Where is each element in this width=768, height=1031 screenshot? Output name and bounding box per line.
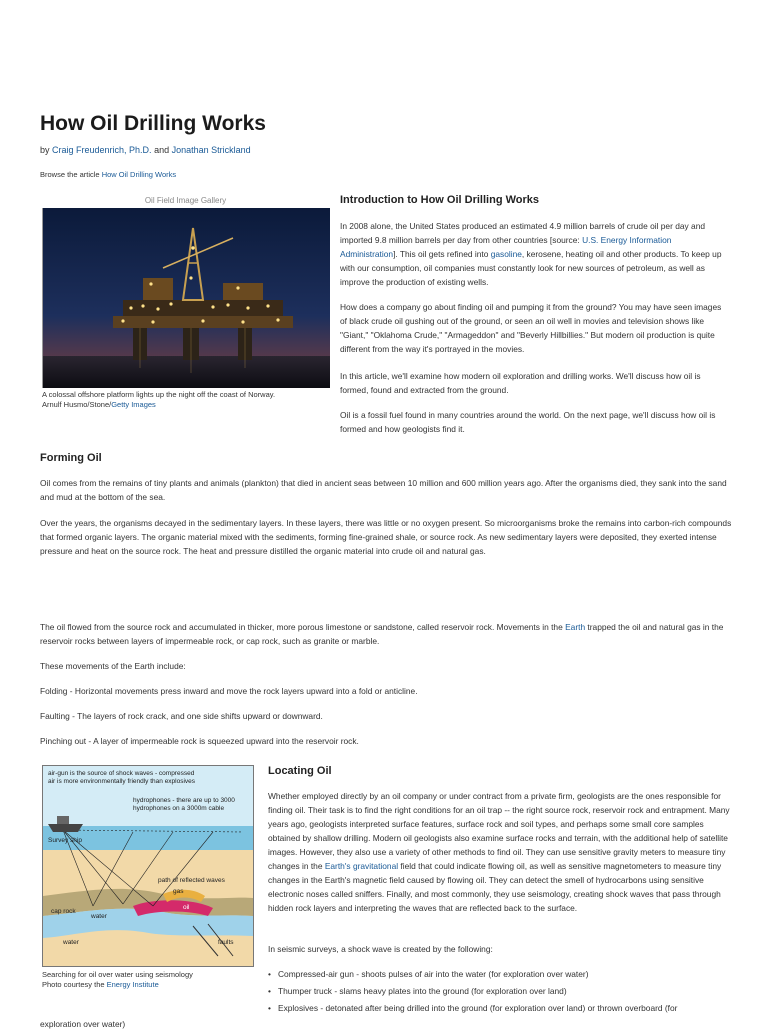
gas-label: gas	[173, 888, 184, 895]
diagram-caption	[42, 970, 262, 990]
gallery-label[interactable]: Oil Field Image Gallery	[144, 196, 227, 205]
author-link-2[interactable]: Jonathan Strickland	[171, 145, 251, 155]
diagram-credit	[42, 980, 262, 990]
list-item: • Compressed-air gun - shoots pulses of air into the water (for exploration over water)	[268, 966, 732, 983]
seismic-survey-illustration	[43, 766, 253, 966]
forming-p3-a: The oil flowed from the source rock and accumulated in thicker, more porous limestone or sandstone, called reservoir rock. Movements in the	[40, 622, 566, 632]
locating-oil-heading: Locating Oil	[268, 765, 332, 777]
hydrophone-label-2: hydrophones on a 3000m cable	[133, 805, 225, 812]
byline	[40, 145, 251, 155]
survey-ship-label: Survey ship	[48, 837, 82, 844]
list-continuation: exploration over water)	[40, 1019, 126, 1029]
article-title: How Oil Drilling Works	[40, 112, 266, 135]
intro-paragraph-1	[340, 219, 730, 289]
eia-link[interactable]: U.S. Energy Information Administration	[340, 235, 672, 259]
pinching-out-text: Pinching out - A layer of impermeable rock is squeezed upward into the reservoir rock.	[40, 736, 359, 746]
getty-images-link[interactable]: Getty Images	[111, 400, 156, 409]
locating-p1-a: Whether employed directly by an oil company or under contract from a private firm, geologists are the ones responsible for finding oil. Their task is to find the right conditions for an oil trap -- the right source rock, reservoir rock and entrapment. Many years ago, geologists interpreted surface features, surface rock and soil types, and perhaps some small core samples obtained by shallow drilling. Modern oil geologists also examine surface rocks and terrain, with the additional help of satellite images. However, they also use a variety of other methods to find oil. They can use sensitive gravity meters to measure tiny changes in the	[268, 791, 730, 871]
faulting-text: Faulting - The layers of rock crack, and one side shifts upward or downward.	[40, 711, 323, 721]
browse-prefix: Browse the article	[40, 170, 102, 179]
intro-paragraph-4: Oil is a fossil fuel found in many countries around the world. On the next page, we'll discuss how oil is formed and how geologists find it.	[340, 410, 716, 434]
forming-paragraph-4: These movements of the Earth include:	[40, 661, 186, 671]
locating-paragraph-2: In seismic surveys, a shock wave is created by the following:	[268, 944, 493, 954]
byline-by: by	[40, 145, 53, 155]
browse-article-link[interactable]: How Oil Drilling Works	[101, 170, 177, 179]
airgun-label-2: air is more environmentally friendly than explosives	[48, 778, 196, 785]
intro-paragraph-3: In this article, we'll examine how modern oil exploration and drilling works. We'll discuss how oil is formed, found and extracted from the ground.	[340, 371, 701, 395]
intro-p1-a: In 2008 alone, the United States produced an estimated 4.9 million barrels of crude oil per day and imported 9.8 million barrels per day from other countries [source:	[340, 221, 706, 245]
forming-p3-b: trapped the oil and natural gas in the reservoir rocks between layers of impermeable rock, or cap rock, such as granite or marble.	[40, 622, 724, 646]
photo-caption-text: A colossal offshore platform lights up the night off the coast of Norway.	[42, 390, 276, 399]
list-item: • Thumper truck - slams heavy plates into the ground (for exploration over land)	[268, 983, 732, 1000]
photo-caption	[42, 390, 332, 410]
folding-text: Folding - Horizontal movements press inward and move the rock layers upward into a fold or anticline.	[40, 686, 418, 696]
cap-rock-label: cap rock	[51, 908, 76, 915]
offshore-platform-photo[interactable]	[42, 208, 330, 388]
diagram-credit-prefix: Photo courtesy the	[42, 980, 107, 989]
water-label-2: water	[63, 939, 79, 946]
intro-p1-b: ]. This oil gets refined into	[393, 249, 491, 259]
photo-credit	[42, 400, 332, 410]
hydrophone-label-1: hydrophones - there are up to 3000	[133, 797, 235, 804]
energy-institute-link[interactable]: Energy Institute	[106, 980, 159, 989]
offshore-platform-image	[43, 208, 330, 388]
locating-p1-b: field that could indicate flowing oil, as well as sensitive magnetometers to measure tiny changes in the Earth's magnetic field caused by flowing oil. They can detect the smell of hydrocarbons using sensitive electronic noses called sniffers. Finally, and most commonly, they use seismology, creating shock waves that pass through hidden rock layers and interpreting the waves that are reflected back to the surface.	[268, 861, 722, 913]
faults-label: faults	[218, 939, 234, 946]
list-item: • Explosives - detonated after being drilled into the ground (for exploration over land) or thrown overboard (for	[268, 1000, 732, 1017]
byline-and: and	[151, 145, 172, 155]
intro-p1-c: , kerosene, heating oil and other products. To keep up with our consumption, oil companies must constantly look for new sources of petroleum, as well as improve the production of existing wells.	[340, 249, 722, 287]
earth-link[interactable]: Earth	[565, 622, 586, 632]
diagram-caption-text: Searching for oil over water using seismology	[42, 970, 193, 979]
author-link-1[interactable]: Craig Freudenrich, Ph.D.	[52, 145, 152, 155]
locating-paragraph-1	[268, 789, 732, 915]
forming-paragraph-2: Over the years, the organisms decayed in the sedimentary layers. In these layers, there was little or no oxygen present. So microorganisms broke the remains into carbon-rich compounds that formed organic layers. The organic material mixed with the sediments, forming fine-grained shale, or source rock. As new sedimentary layers were deposited, they exerted intense pressure and heat on the source rock. The heat and pressure distilled the organic material into crude oil and natural gas.	[40, 518, 732, 556]
forming-paragraph-3	[40, 620, 732, 648]
photo-credit-prefix: Arnulf Husmo/Stone/	[42, 400, 112, 409]
browse-line	[40, 170, 176, 179]
gasoline-link[interactable]: gasoline	[490, 249, 522, 259]
intro-paragraph-2: How does a company go about finding oil and pumping it from the ground? You may have seen images of black crude oil gushing out of the ground, or seen an oil well in movies and television shows like "Giant," "Oklahoma Crude," "Armageddon" and "Beverly Hillbillies." But modern oil production is quite different from the way it's portrayed in the movies.	[340, 302, 722, 354]
airgun-label-1: air-gun is the source of shock waves - compressed	[48, 770, 195, 777]
water-label-1: water	[91, 913, 107, 920]
reflected-waves-label: path of reflected waves	[158, 877, 225, 884]
intro-heading: Introduction to How Oil Drilling Works	[340, 194, 540, 206]
forming-paragraph-1: Oil comes from the remains of tiny plants and animals (plankton) that died in ancient seas between 10 million and 600 million years ago. After the organisms died, they sank into the sand and mud at the bottom of the sea.	[40, 478, 727, 502]
oil-label: oil	[183, 904, 190, 911]
shock-wave-sources-list	[268, 966, 732, 1017]
earths-gravitational-link[interactable]: Earth's gravitational	[324, 861, 399, 871]
forming-oil-heading: Forming Oil	[40, 452, 102, 464]
seismic-survey-diagram[interactable]	[42, 765, 254, 967]
